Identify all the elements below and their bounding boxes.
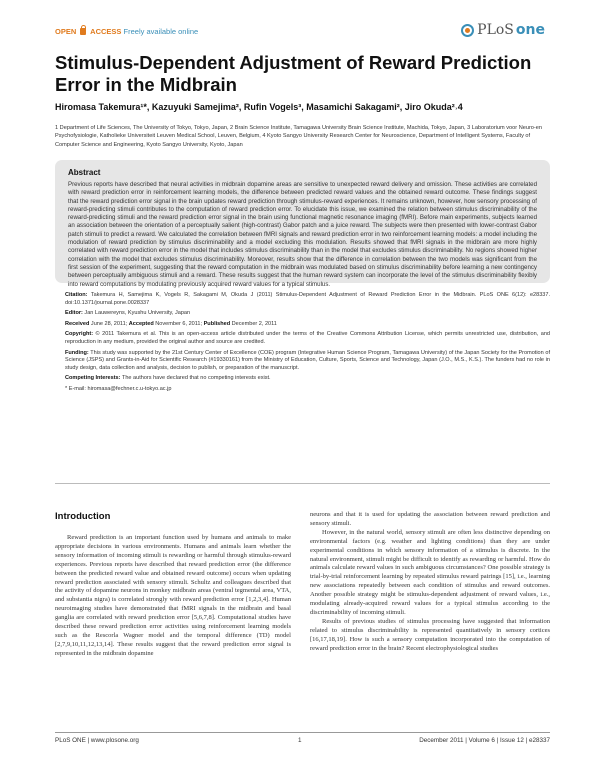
introduction-heading: Introduction xyxy=(55,511,111,522)
accepted-date: November 6, 2011; xyxy=(155,320,203,327)
editor-label: Editor: xyxy=(65,310,83,317)
copyright-line xyxy=(65,331,550,346)
logo-one-text: one xyxy=(515,22,545,38)
accepted-label: Accepted xyxy=(128,320,154,327)
intro-paragraph: Results of previous studies of stimulus processing have suggested that information related to stimulus discriminability is represented quantitatively in sensory cortices [16,17,18,19]. How is such a sensory computation incorporated into the computation of reward prediction error in the brain? Recent electrophysiological studies xyxy=(310,617,550,652)
intro-paragraph: Reward prediction is an important function used by humans and animals to make appropriate decisions in various environments. Humans and animals learn whether the sensory information of incoming stimuli is rewarding or harmful through stimulus-reward experiences. Previous reports have described that reward prediction error (the difference between the predicted reward value and obtained reward outcome) occurs when updating reward prediction associated with sensory stimuli. Schultz and colleagues described that the activity of dopamine neurons in monkey midbrain areas (ventral tegmental area, VTA, and substantia nigra) is correlated strongly with reward prediction error [1,2,3,4]. Human neuroimaging studies have demonstrated that fMRI signals in the midbrain and basal ganglia are correlated with reward prediction error [5,6,7,8]. Computational studies have described these reward prediction error activities using reinforcement learning models such as the Rescorla Wagner model and the temporal difference (TD) model [2,7,9,10,11,12,13,14]. These results suggest that the reward prediction error signal is represented in the midbrain dopamine xyxy=(55,534,291,657)
funding-text: This study was supported by the 21st Century Center of Excellence (COE) program (Integrative Human Science Program, Tamagawa University) of the Japan Society for the Promotion of Science (JSPS) and Grants-in-Aid for Scientific Research (#19330161) from the Ministry of Education, Culture, Sports, Science and Technology, Japan (J.O., M.S., K.S.). The funders had no role in study design, data collection and analysis, decision to publish, or preparation of the manuscript. xyxy=(65,349,550,371)
section-divider xyxy=(55,483,550,484)
copyright-label: Copyright: xyxy=(65,331,94,338)
access-label: ACCESS xyxy=(90,27,122,36)
competing-label: Competing Interests: xyxy=(65,375,121,382)
published-label: Published xyxy=(203,320,231,327)
plos-one-logo xyxy=(461,22,545,38)
footer-journal: PLoS ONE | www.plosone.org xyxy=(55,737,139,744)
funding-line xyxy=(65,350,550,373)
body-column-right xyxy=(310,511,550,654)
paper-title: Stimulus-Dependent Adjustment of Reward Prediction Error in the Midbrain xyxy=(55,52,532,95)
footer-issue: December 2011 | Volume 6 | Issue 12 | e28337 xyxy=(419,737,550,744)
received-date: June 28, 2011; xyxy=(90,320,128,327)
logo-plos-text: PLoS xyxy=(477,22,514,38)
citation-line xyxy=(65,292,550,307)
copyright-text: © 2011 Takemura et al. This is an open-access article distributed under the terms of the Creative Commons Attribution License, which permits unrestricted use, distribution, and reproduction in any medium, provided the original author and source are credited. xyxy=(65,331,550,345)
abstract-text: Previous reports have described that neural activities in midbrain dopamine areas are sensitive to unexpected reward delivery and omission. These activities are correlated with reward prediction error in reinforcement learning models, the difference between predicted reward values and the obtained reward outcome. These findings suggest that the reward prediction error signal in the brain updates reward prediction through stimulus-reward experiences. It remains unknown, however, how sensory processing of reward-predicting stimuli contributes to the computation of reward prediction error. To elucidate this issue, we examined the relation between stimulus discriminability of the reward-predicting stimuli and the reward prediction error signal in the brain using functional magnetic resonance imaging (fMRI). Before main experiments, subjects learned an association between the orientation of a perceptually salient (high-contrast) Gabor patch and a juice reward. The subjects were then presented with lower-contrast Gabor patch stimuli to predict a reward. We calculated the correlation between fMRI signals and reward prediction error in two reinforcement learning models: a model including the modulation of reward prediction by stimulus discriminability and a model excluding this modulation. Results showed that fMRI signals in the midbrain are more highly correlated with reward prediction error in the model that includes stimulus discriminability than in the model that excludes stimulus discriminability. No regions showed higher correlation with the model that excludes stimulus discriminability. Moreover, results show that the difference in correlation between the two models was significant from the first session of the experiment, suggesting that the reward computation in the midbrain was modulated based on stimulus discriminability before learning a new contingency between perceptually ambiguous stimuli and a reward. These results suggest that the human reward system can incorporate the level of the stimulus discriminability flexibly into reward computations by modulating previously acquired reward values for a typical stimulus. xyxy=(68,181,537,288)
published-date: December 2, 2011 xyxy=(231,320,277,327)
article-metadata xyxy=(65,292,550,397)
open-label: OPEN xyxy=(55,27,77,36)
dates-line xyxy=(65,321,550,329)
affiliations: 1 Department of Life Sciences, The University of Tokyo, Tokyo, Japan, 2 Brain Science Institute, Tamagawa University Brain Science Institute, Machida, Tokyo, Japan, 3 Laboratorium voor Neuro-en Psychofysiologie, Katholieke Universiteit Leuven Medical School, Leuven, Belgium, 4 Kyoto Sangyo University Research Center for Neuroscience, Department of Intelligent Systems, Faculty of Computer Science and Engineering, Kyoto Sangyo University, Kyoto, Japan xyxy=(55,125,543,148)
intro-paragraph-continued: neurons and that it is used for updating the association between reward prediction and sensory stimuli. xyxy=(310,511,550,527)
footer-divider xyxy=(55,732,550,733)
page-number: 1 xyxy=(298,737,302,744)
open-access-badge xyxy=(55,27,198,36)
intro-paragraph: However, in the natural world, sensory stimuli are often less distinctive depending on environmental factors (e.g. weather and lighting conditions) than they are under experimental conditions in which sensory information of a stimulus is discrete. In the natural environment, stimuli might be difficult to identify as rewarding or harmful. How do animals calculate reward values in such ambiguous circumstances? One possible strategy is trial-by-trial reinforcement learning by repeated stimulus reward pairings [15], i.e., learning new associations repeatedly between each condition of stimulus and reward outcomes. Another possible strategy might be stimulus-dependent adjustment of reward values, i.e., modulating already-acquired reward values for a typical stimulus according to the discriminability of incoming stimuli. xyxy=(310,528,550,616)
citation-text: Takemura H, Samejima K, Vogels R, Sakagami M, Okuda J (2011) Stimulus-Dependent Adjustment of Reward Prediction Error in the Midbrain. PLoS ONE 6(12): e28337. doi:10.1371/journal.pone.0028337 xyxy=(65,292,550,306)
abstract-heading: Abstract xyxy=(68,168,101,177)
editor-text: Jan Lauwereyns, Kyushu University, Japan xyxy=(84,310,191,317)
author-list: Hiromasa Takemura¹*, Kazuyuki Samejima², Rufin Vogels³, Masamichi Sakagami², Jiro Okuda²˒4 xyxy=(55,102,463,112)
abstract-box xyxy=(55,160,550,288)
received-label: Received xyxy=(65,320,90,327)
body-column-left xyxy=(55,534,291,659)
open-access-lock-icon xyxy=(80,28,86,35)
competing-interests-line xyxy=(65,375,550,383)
freely-available-label: Freely available online xyxy=(123,27,199,36)
funding-label: Funding: xyxy=(65,349,89,356)
plos-logo-icon xyxy=(461,24,474,37)
email-line: * E-mail: hiromasa@fechner.c.u-tokyo.ac.jp xyxy=(65,385,172,392)
citation-label: Citation: xyxy=(65,292,88,298)
editor-line xyxy=(65,310,550,318)
competing-text: The authors have declared that no competing interests exist. xyxy=(121,375,271,382)
